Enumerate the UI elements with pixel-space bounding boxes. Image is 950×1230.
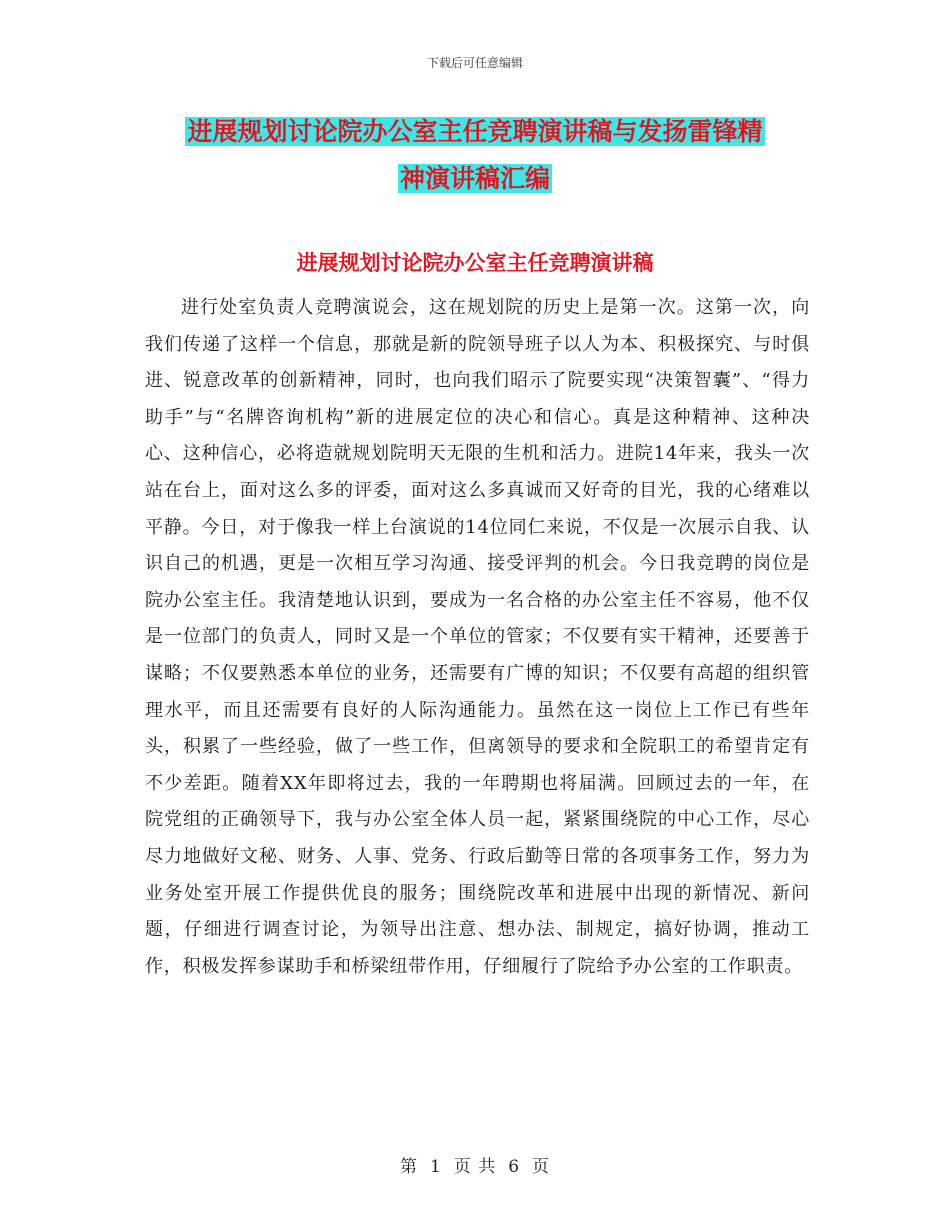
document-title-line-1: 进展规划讨论院办公室主任竞聘演讲稿与发扬雷锋精 [187, 117, 763, 146]
footer-page-number: 1 [429, 1157, 442, 1177]
body-paragraph: 进行处室负责人竞聘演说会，这在规划院的历史上是第一次。这第一次，向我们传递了这样一个信息，那就是新的院领导班子以人为本、积极探究、与时俱进、锐意改革的创新精神，同时，也向我们昭示了院要实现“决策智囊”、“得力助手”与“名牌咨询机构”新的进展定位的决心和信心。真是这种精神、这种决心、这种信心，必将造就规划院明天无限的生机和活力。进院14年来，我头一次站在台上，面对这么多的评委，面对这么多真诚而又好奇的目光，我的心绪难以平静。今日，对于像我一样上台演说的14位同仁来说，不仅是一次展示自我、认识自己的机遇，更是一次相互学习沟通、接受评判的机会。今日我竞聘的岗位是院办公室主任。我清楚地认识到，要成为一名合格的办公室主任不容易，他不仅是一位部门的负责人，同时又是一个单位的管家；不仅要有实干精神，还要善于谋略；不仅要熟悉本单位的业务，还需要有广博的知识；不仅要有高超的组织管理水平，而且还需要有良好的人际沟通能力。虽然在这一岗位上工作已有些年头，积累了一些经验，做了一些工作，但离领导的要求和全院职工的希望肯定有不少差距。随着XX年即将过去，我的一年聘期也将届满。回顾过去的一年，在院党组的正确领导下，我与办公室全体人员一起，紧紧围绕院的中心工作，尽心尽力地做好文秘、财务、人事、党务、行政后勤等日常的各项事务工作，努力为业务处室开展工作提供优良的服务；围绕院改革和进展中出现的新情况、新问题，仔细进行调查讨论，为领导出注意、想办法、制规定，搞好协调，推动工作，积极发挥参谋助手和桥梁纽带作用，仔细履行了院给予办公室的工作职责。 [145, 297, 810, 977]
page-footer [0, 1152, 950, 1177]
document-title [140, 108, 810, 202]
footer-middle: 页 共 [453, 1157, 497, 1177]
section-title: 进展规划讨论院办公室主任竞聘演讲稿 [296, 250, 654, 275]
footer-prefix: 第 [399, 1157, 418, 1177]
footer-suffix: 页 [532, 1157, 551, 1177]
footer-total-pages: 6 [508, 1157, 521, 1177]
document-title-line-2: 神演讲稿汇编 [399, 164, 550, 193]
header-note: 下载后可任意编辑 [426, 56, 523, 70]
